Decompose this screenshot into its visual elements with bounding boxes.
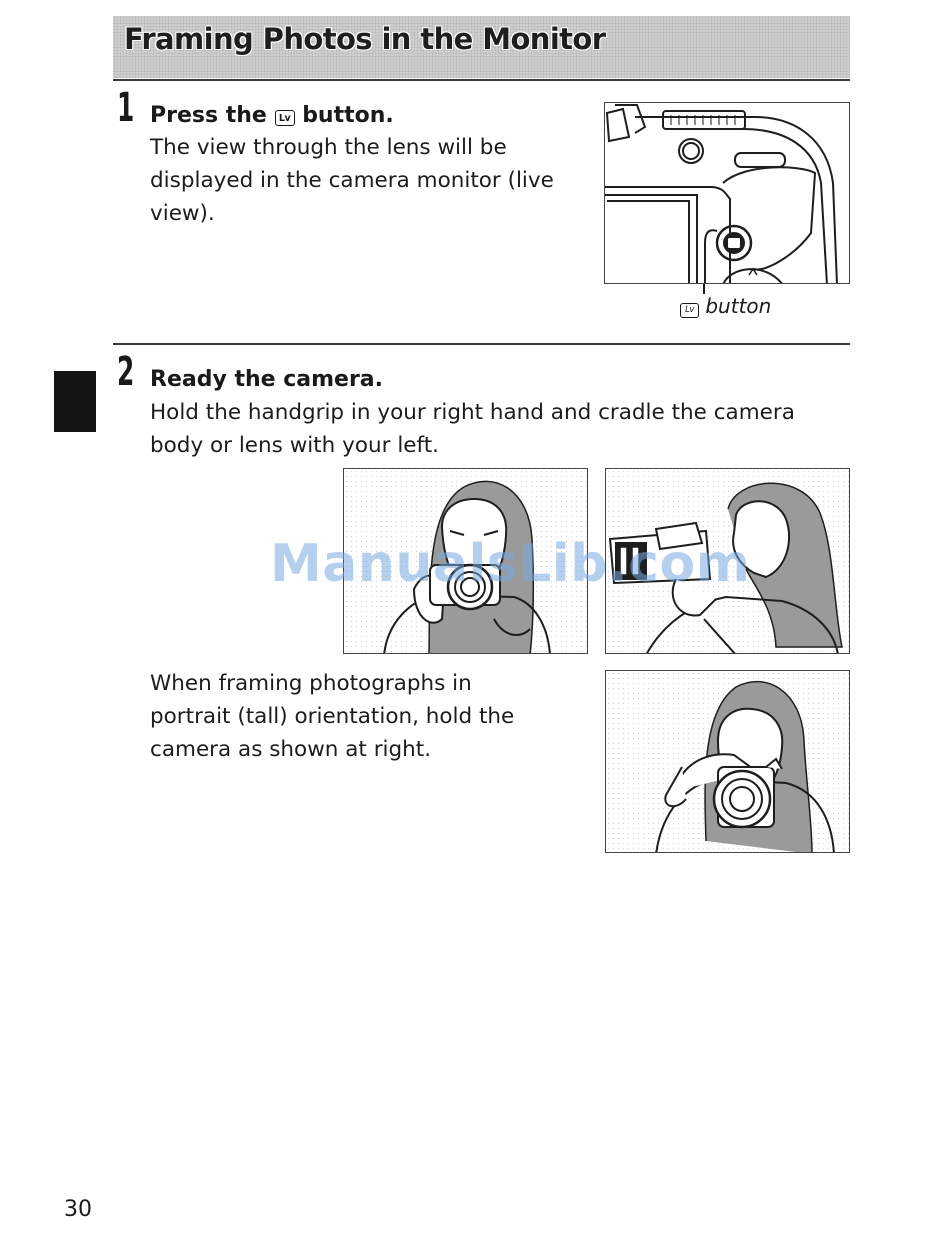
chapter-tab: [54, 371, 96, 432]
portrait-note-line: camera as shown at right.: [150, 737, 432, 762]
lv-button-icon: Lv: [680, 303, 699, 318]
step-1-body-line: view).: [150, 201, 215, 226]
step-2-body-line: body or lens with your left.: [150, 433, 439, 458]
camera-back-illustration: [604, 102, 850, 284]
woman-holding-camera-portrait: [605, 670, 850, 853]
step-1-body-line: displayed in the camera monitor (live: [150, 168, 554, 193]
lv-button-icon: Lv: [275, 110, 295, 126]
step-2-body: [150, 396, 850, 462]
step-1-body-line: The view through the lens will be: [150, 135, 507, 160]
watermark: ManualsLib.com: [270, 534, 751, 594]
step-1-body: [150, 131, 590, 230]
step-1-heading-pre: Press the: [150, 103, 267, 128]
step-2-number: 2: [117, 349, 135, 395]
lv-button-caption: [680, 294, 771, 318]
portrait-note-line: When framing photographs in: [150, 671, 472, 696]
caption-text: button: [705, 294, 772, 318]
title-rule: [113, 79, 850, 81]
step-2-body-line: Hold the handgrip in your right hand and cradle the camera: [150, 400, 795, 425]
step-1-heading-post: button.: [302, 103, 394, 128]
callout-line: [703, 284, 705, 294]
page-number: 30: [64, 1197, 92, 1222]
step-2-heading: Ready the camera.: [150, 367, 383, 392]
step-1-number: 1: [117, 85, 135, 131]
portrait-note: [150, 667, 590, 766]
step-1-heading: [150, 102, 394, 130]
section-rule: [113, 343, 850, 345]
page-title: Framing Photos in the Monitor: [124, 22, 606, 56]
portrait-note-line: portrait (tall) orientation, hold the: [150, 704, 515, 729]
